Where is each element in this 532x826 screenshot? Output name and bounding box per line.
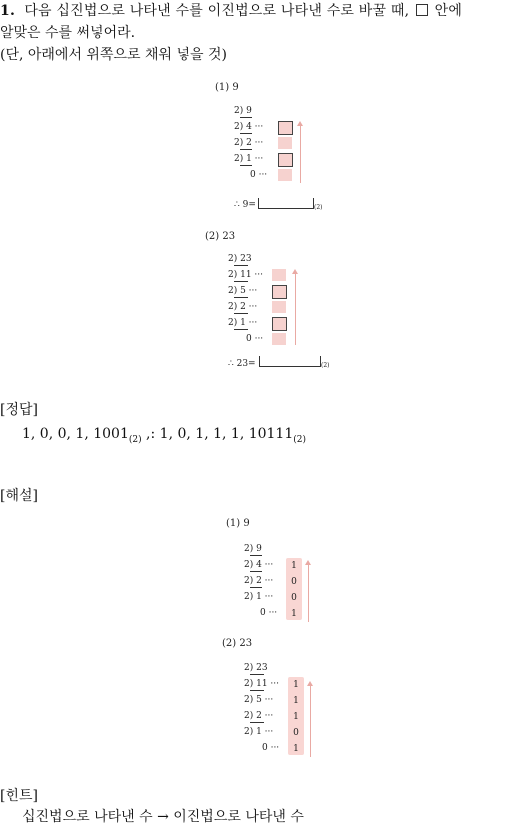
division-row: 2) 2 ··· <box>244 576 274 586</box>
result-lead: ∴ 23= <box>228 359 256 369</box>
answer-box[interactable] <box>278 121 293 135</box>
answer-box[interactable] <box>272 317 287 331</box>
answer-box[interactable] <box>272 269 286 281</box>
division-row: 2) 9 <box>234 106 252 116</box>
remainder-digit: 0 <box>291 593 297 603</box>
base-subscript: (2) <box>314 204 323 211</box>
answer-text: 1, 0, 0, 1, $1001_{(2)}$ ,: 1, 0, 1, 1, 1, $10111_{(2)}$ <box>22 426 307 445</box>
division-row: 2) 23 <box>244 663 268 673</box>
figure-label: (2) 23 <box>222 638 253 649</box>
figure-label: (2) 23 <box>205 231 236 242</box>
remainder-digit: 1 <box>291 609 297 619</box>
division-row: 2) 9 <box>244 544 262 554</box>
division-row: 2) 1 ··· <box>244 727 274 737</box>
hint-text: 십진법으로 나타낸 수 → 이진법으로 나타낸 수 <box>22 809 304 825</box>
question-number: 1. <box>0 3 16 19</box>
answer-box[interactable] <box>272 333 286 345</box>
up-arrow-icon <box>310 685 311 757</box>
remainder-digit: 1 <box>293 696 299 706</box>
division-figure-23 <box>200 228 350 373</box>
division-row: 2) 1 ··· <box>244 592 274 602</box>
hint-header: [힌트] <box>0 788 38 804</box>
answer-box[interactable] <box>278 137 292 149</box>
division-row: 2) 5 ··· <box>228 286 258 296</box>
remainder-digit: 1 <box>291 561 297 571</box>
division-row: 2) 2 ··· <box>228 302 258 312</box>
result-blank[interactable] <box>258 198 314 209</box>
division-row: 2) 23 <box>228 254 252 264</box>
division-row: 2) 4 ··· <box>244 560 274 570</box>
division-row: 2) 11 ··· <box>244 679 279 689</box>
up-arrow-icon <box>300 125 301 183</box>
remainder-digit: 1 <box>293 680 299 690</box>
remainder-digit: 1 <box>293 712 299 722</box>
result-blank[interactable] <box>259 356 321 367</box>
solution-header: [해설] <box>0 488 38 504</box>
division-row: 0 ··· <box>262 743 280 753</box>
division-row: 2) 4 ··· <box>234 122 264 132</box>
figure-label: (1) 9 <box>226 518 250 529</box>
division-row: 2) 1 ··· <box>234 154 264 164</box>
up-arrow-icon <box>295 273 296 345</box>
division-row: 2) 11 ··· <box>228 270 263 280</box>
answer-box[interactable] <box>278 153 293 167</box>
division-figure-9 <box>210 80 350 215</box>
solution-figure-9 <box>222 516 332 626</box>
base-subscript: (2) <box>321 362 330 369</box>
empty-box-icon <box>416 4 428 16</box>
division-row: 2) 1 ··· <box>228 318 258 328</box>
remainder-digit: 0 <box>291 577 297 587</box>
division-row: 2) 2 ··· <box>244 711 274 721</box>
answer-box[interactable] <box>272 285 287 299</box>
division-row: 2) 2 ··· <box>234 138 264 148</box>
up-arrow-icon <box>308 564 309 622</box>
answer-box[interactable] <box>278 169 292 181</box>
division-row: 0 ··· <box>260 608 278 618</box>
answer-header: [정답] <box>0 402 38 418</box>
figure-label: (1) 9 <box>215 82 239 93</box>
remainder-digit: 1 <box>293 744 299 754</box>
division-row: 2) 5 ··· <box>244 695 274 705</box>
remainder-digit: 0 <box>293 728 299 738</box>
question-text <box>0 0 532 66</box>
solution-figure-23 <box>222 636 342 756</box>
question-line1-end: 안에 <box>434 3 463 19</box>
question-condition: (단, 아래에서 위쪽으로 채워 넣을 것) <box>0 47 227 63</box>
result-lead: ∴ 9= <box>234 200 256 210</box>
question-line1: 다음 십진법으로 나타낸 수를 이진법으로 나타낸 수로 바꿀 때, <box>24 3 410 19</box>
answer-box[interactable] <box>272 301 286 313</box>
division-row: 0 ··· <box>246 334 264 344</box>
question-line2: 알맞은 수를 써넣어라. <box>0 25 136 41</box>
division-row: 0 ··· <box>250 170 268 180</box>
